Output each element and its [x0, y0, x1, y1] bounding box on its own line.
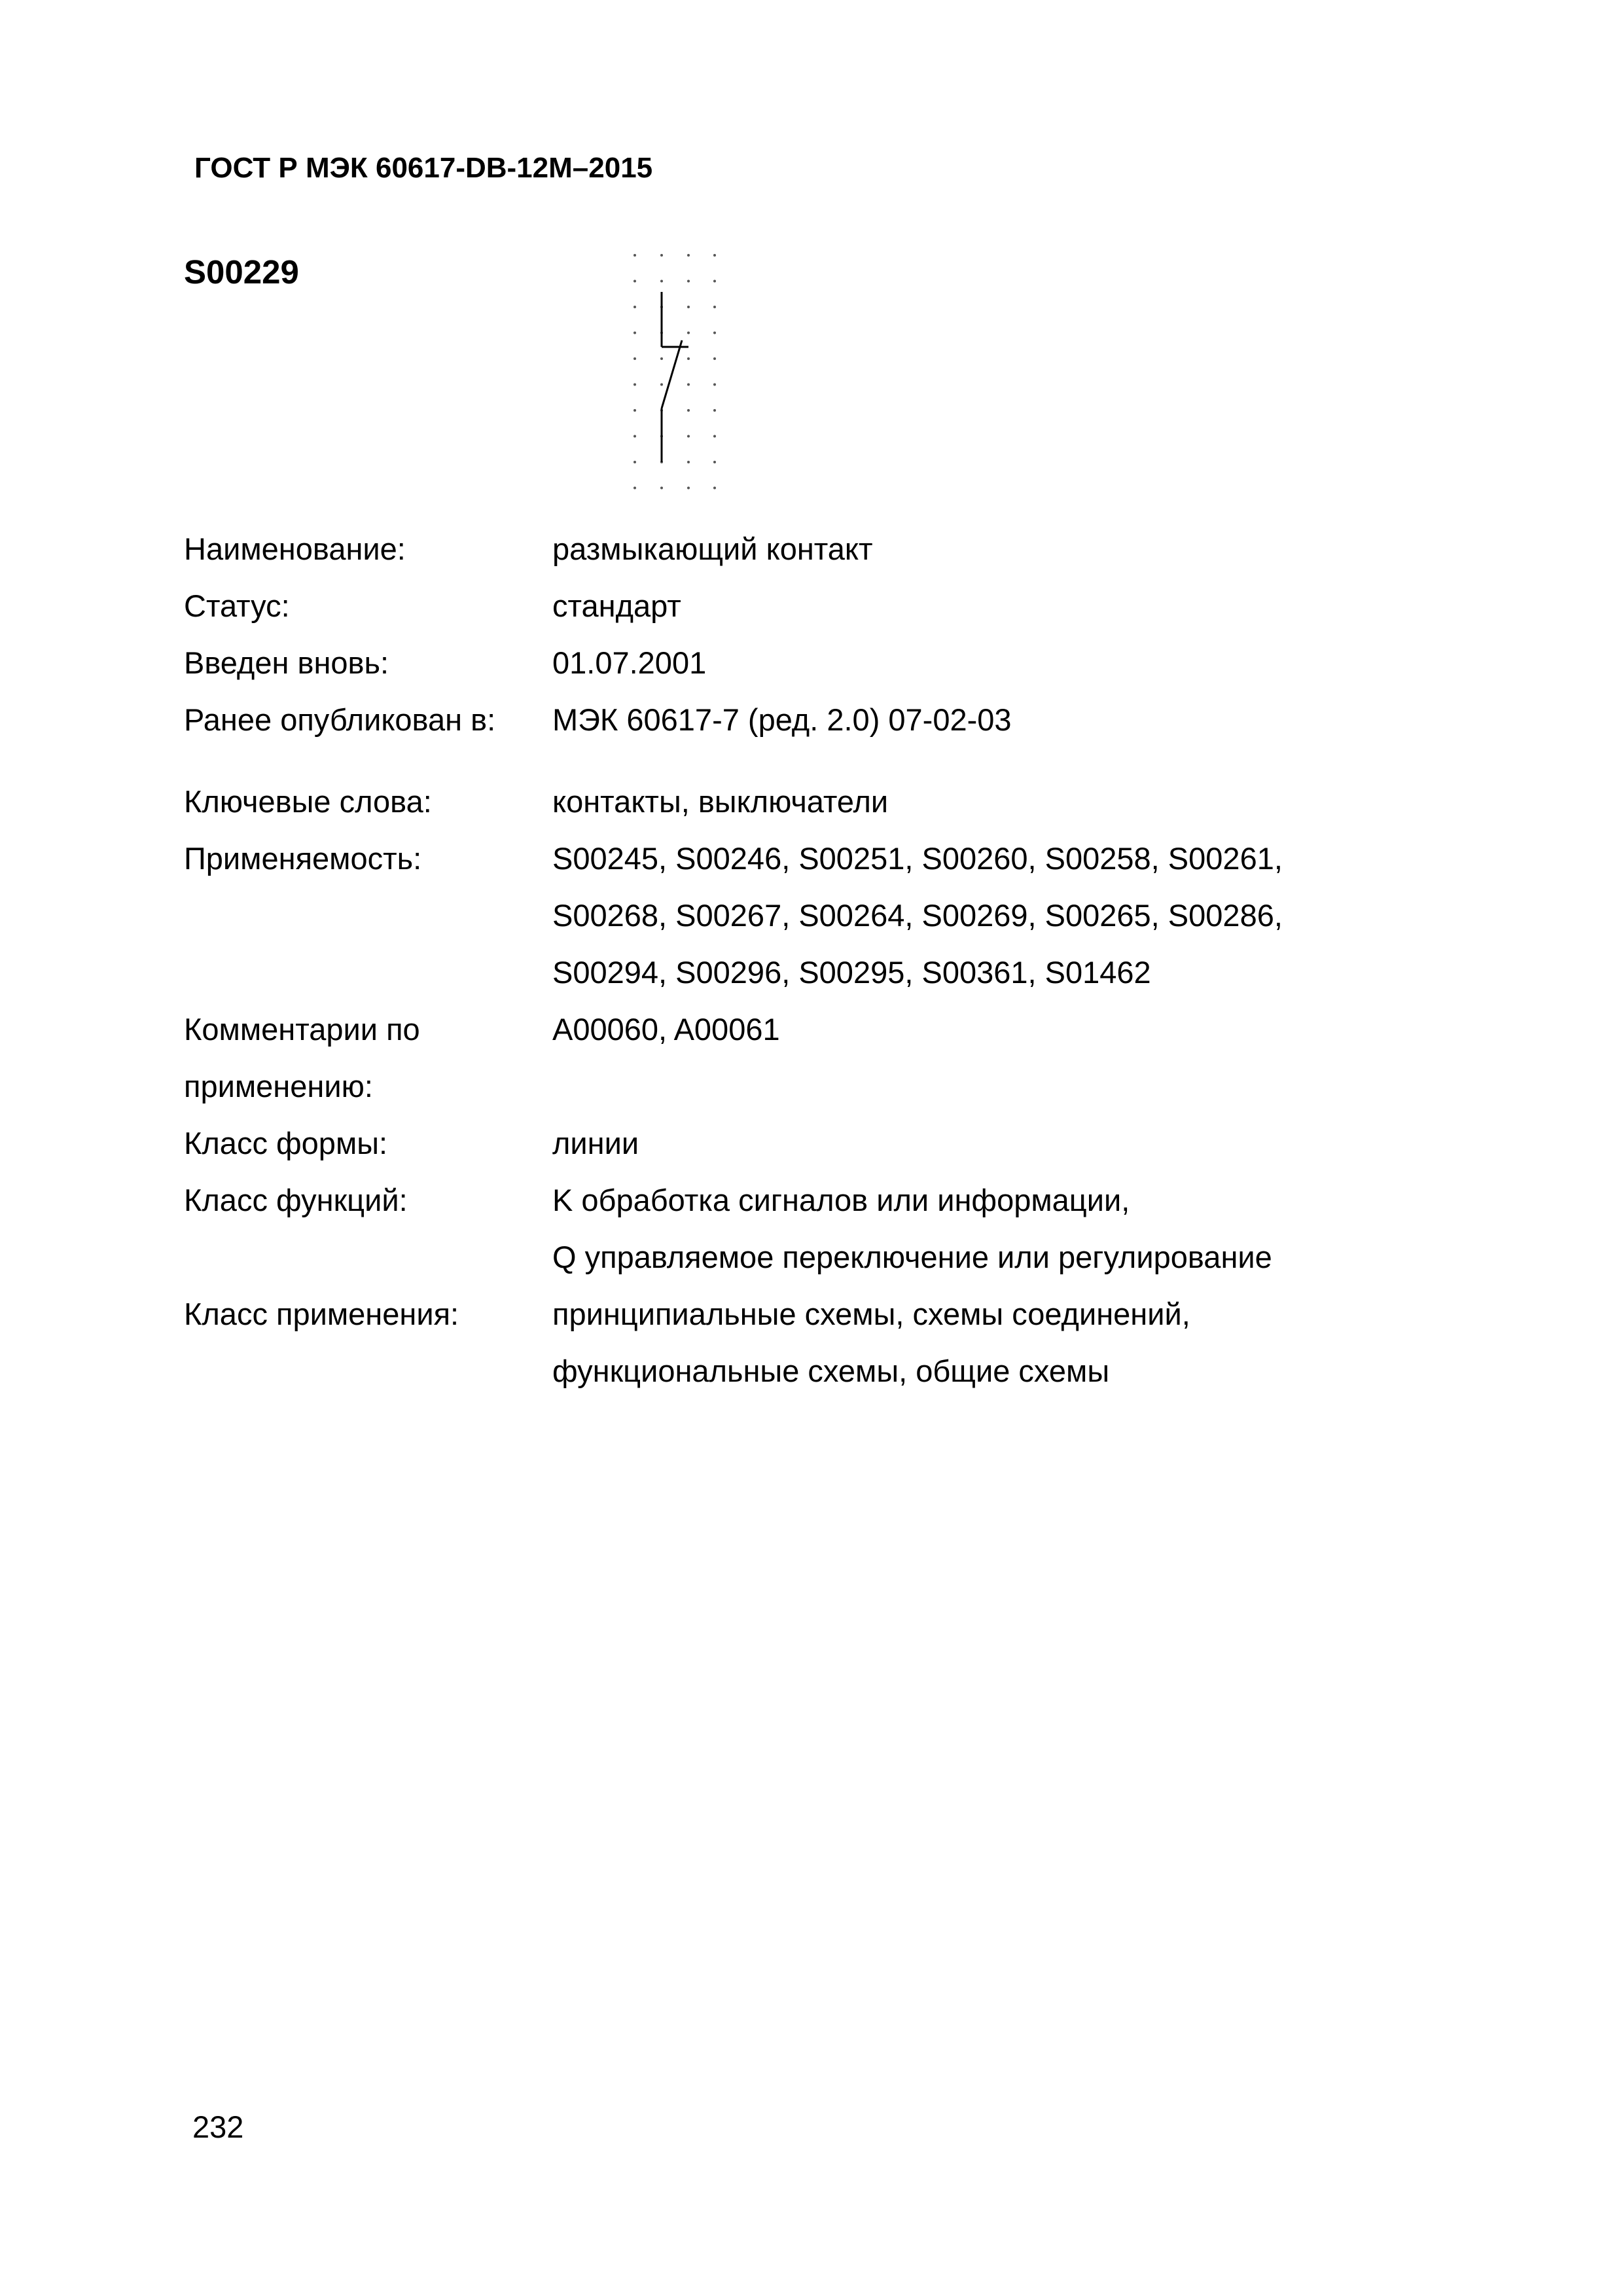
- property-row: [184, 1001, 1427, 1115]
- property-label: [184, 1115, 552, 1172]
- grid-dot: [713, 461, 716, 463]
- property-row: [184, 830, 1427, 1001]
- property-value-line: линии: [552, 1126, 639, 1160]
- grid-dot: [633, 306, 636, 308]
- property-row: [184, 1172, 1427, 1285]
- grid-dot: [633, 357, 636, 360]
- property-value: [552, 1172, 1427, 1285]
- property-value-line: S00268, S00267, S00264, S00269, S00265, S00286,: [552, 898, 1283, 933]
- property-value: [552, 1001, 1427, 1115]
- page-number: 232: [192, 2109, 244, 2144]
- grid-dot: [687, 384, 690, 386]
- grid-dot: [660, 384, 663, 386]
- grid-dot: [713, 487, 716, 490]
- property-value-line: 01.07.2001: [552, 645, 707, 680]
- grid-dot: [687, 254, 690, 257]
- grid-dot: [687, 280, 690, 283]
- symbol-id: S00229: [184, 253, 299, 291]
- grid-dot: [713, 280, 716, 283]
- grid-dot: [687, 409, 690, 412]
- property-value-line: S00294, S00296, S00295, S00361, S01462: [552, 955, 1151, 990]
- property-label-line: Класс функций:: [184, 1183, 408, 1217]
- grid-dot: [633, 332, 636, 334]
- property-label: [184, 1001, 552, 1115]
- grid-dot: [713, 435, 716, 438]
- property-value: [552, 691, 1427, 748]
- property-value-line: K обработка сигналов или информации,: [552, 1183, 1130, 1217]
- property-label: [184, 1172, 552, 1285]
- property-row: [184, 1115, 1427, 1172]
- property-row: [184, 634, 1427, 691]
- property-label: [184, 691, 552, 748]
- break-contact-symbol-icon: [615, 242, 720, 497]
- property-label: [184, 577, 552, 634]
- grid-dot: [687, 332, 690, 334]
- property-label-line: Ранее опубликован в:: [184, 702, 496, 737]
- grid-dot: [633, 409, 636, 412]
- property-value: [552, 634, 1427, 691]
- grid-dot: [633, 280, 636, 283]
- grid-dot: [660, 487, 663, 490]
- property-label-line: Применяемость:: [184, 841, 422, 876]
- grid-dot: [633, 384, 636, 386]
- property-value-line: A00060, A00061: [552, 1012, 780, 1047]
- property-row: [184, 691, 1427, 748]
- grid-dot: [687, 487, 690, 490]
- property-label: [184, 634, 552, 691]
- grid-dot: [687, 306, 690, 308]
- grid-dot: [687, 461, 690, 463]
- grid-dot: [633, 435, 636, 438]
- property-value: [552, 773, 1427, 830]
- property-label-line: Статус:: [184, 588, 290, 623]
- document-header: ГОСТ Р МЭК 60617-DB-12М–2015: [194, 152, 653, 184]
- property-label-line: применению:: [184, 1069, 373, 1103]
- property-value-line: функциональные схемы, общие схемы: [552, 1354, 1110, 1388]
- grid-dot: [633, 487, 636, 490]
- property-label-line: Ключевые слова:: [184, 784, 432, 819]
- property-value: [552, 577, 1427, 634]
- grid-dot: [713, 384, 716, 386]
- property-row: [184, 520, 1427, 577]
- property-value-line: стандарт: [552, 588, 681, 623]
- property-label: [184, 830, 552, 1001]
- grid-dot: [633, 461, 636, 463]
- grid-dot: [713, 357, 716, 360]
- grid-dot: [713, 332, 716, 334]
- property-label-line: Наименование:: [184, 531, 406, 566]
- property-value: [552, 830, 1427, 1001]
- grid-dot: [713, 306, 716, 308]
- grid-dot: [687, 435, 690, 438]
- property-label-line: Комментарии по: [184, 1012, 420, 1047]
- property-value-line: контакты, выключатели: [552, 784, 889, 819]
- property-row: [184, 773, 1427, 830]
- property-value-line: принципиальные схемы, схемы соединений,: [552, 1297, 1190, 1331]
- property-label-line: Введен вновь:: [184, 645, 389, 680]
- property-value: [552, 1115, 1427, 1172]
- property-label: [184, 773, 552, 830]
- grid-dot: [713, 254, 716, 257]
- grid-dot: [633, 254, 636, 257]
- break-contact-lines: [662, 292, 688, 462]
- grid-dot: [713, 409, 716, 412]
- grid-dot: [660, 357, 663, 360]
- grid-dot: [687, 357, 690, 360]
- grid-dot: [660, 280, 663, 283]
- symbol-properties: [184, 520, 1427, 1399]
- property-value-line: МЭК 60617-7 (ред. 2.0) 07-02-03: [552, 702, 1012, 737]
- property-value-line: Q управляемое переключение или регулирование: [552, 1240, 1272, 1274]
- grid-dot: [660, 254, 663, 257]
- symbol-dot-grid: [633, 254, 716, 490]
- property-value-line: S00245, S00246, S00251, S00260, S00258, S00261,: [552, 841, 1283, 876]
- property-value-line: размыкающий контакт: [552, 531, 873, 566]
- property-label-line: Класс формы:: [184, 1126, 388, 1160]
- property-label: [184, 520, 552, 577]
- property-value: [552, 1285, 1427, 1399]
- property-row: [184, 577, 1427, 634]
- property-row: [184, 1285, 1427, 1399]
- property-label-line: Класс применения:: [184, 1297, 459, 1331]
- property-value: [552, 520, 1427, 577]
- property-label: [184, 1285, 552, 1399]
